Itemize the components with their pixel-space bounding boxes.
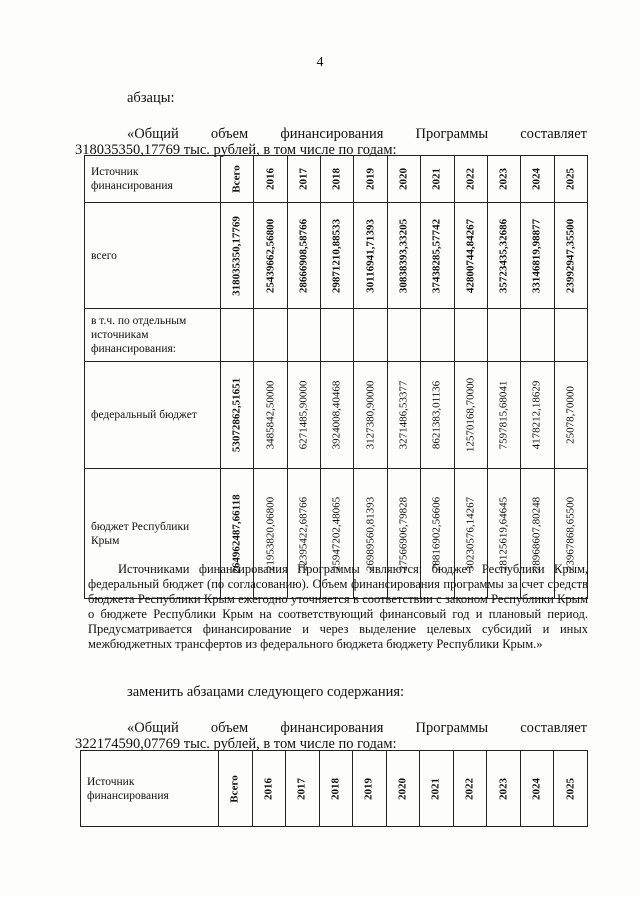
column-header [219,751,253,827]
old-total-line-2: 318035350,17769 тыс. рублей, в том числе по годам: [75,142,397,158]
value-text: 12570168,70000 [464,377,477,453]
value-cell [521,362,554,469]
value-text: 28666908,58766 [297,218,310,293]
value-cell [287,362,320,469]
value-cell [521,309,554,362]
row-label: федеральный бюджет [85,362,221,469]
table-row [85,362,588,469]
value-text: 28816902,56606 [430,496,443,571]
word: объем [210,126,249,142]
value-cell [221,309,254,362]
word: финансирования [280,720,384,736]
column-header-label: 2021 [429,777,442,800]
column-header [487,156,520,203]
word: составляет [520,126,587,142]
value-cell [254,203,287,309]
column-header-label: 2019 [362,777,375,800]
column-header [319,751,353,827]
column-header [252,751,286,827]
row-label: в т.ч. по отдельным источникам финансирования: [85,309,221,362]
value-text: 3924008,40468 [330,380,343,450]
column-header [386,751,420,827]
value-cell [421,309,454,362]
value-cell [387,203,420,309]
column-header-label: 2024 [530,777,543,800]
value-cell [354,309,387,362]
table-header-row [81,751,588,827]
value-text: 28125619,64645 [497,496,510,571]
row-label: всего [85,203,221,309]
sources-paragraph: Источниками финансирования Программы являются: бюджет Республики Крым, федеральный бюджет (по согласованию). Объем финансирования программы за счет средств бюджета Республики Крым ежегодно уточняется в соответствии с законом Республики Крым о бюджете Республики Крым на соответствующий финансовый год и плановый период. Предусматривается финансирование и через выделение целевых субсидий и иных межбюджетных трансфертов из федерального бюджета бюджету Республики Крым.» [88,562,588,651]
value-text: 25947202,48065 [330,496,343,571]
value-text: 7597815,68041 [497,380,510,450]
column-header-label: 2018 [329,777,342,800]
value-text: 23992947,35500 [564,218,577,293]
value-cell [454,362,487,469]
value-text: 3485842,50000 [264,380,277,450]
column-header [554,751,588,827]
value-text: 29871210,88533 [330,218,343,293]
value-cell [254,362,287,469]
new-financing-table [80,750,588,827]
column-header [353,751,387,827]
header-source-cell: Источник финансирования [85,156,221,203]
value-text: 35723435,32686 [497,218,510,293]
value-text: 30838393,33205 [397,218,410,293]
column-header [420,751,454,827]
column-header-label: 2016 [262,777,275,800]
value-cell [421,203,454,309]
page-number: 4 [316,55,324,70]
value-cell [554,309,587,362]
column-header-label: 2025 [564,168,577,190]
table-header-row [85,156,588,203]
column-header-label: 2020 [396,777,409,800]
word: составляет [520,720,587,736]
value-text: 3127380,90000 [364,380,377,450]
value-cell [487,309,520,362]
value-cell [354,362,387,469]
value-cell [521,203,554,309]
column-header-label: 2019 [364,168,377,190]
replace-instruction: заменить абзацами следующего содержания: [127,684,405,700]
value-cell [254,309,287,362]
value-cell [221,362,254,469]
value-cell [554,203,587,309]
column-header [221,156,254,203]
value-text: 22395422,68766 [297,496,310,571]
word: «Общий [127,720,179,736]
word: объем [210,720,249,736]
value-cell [287,203,320,309]
value-cell [421,362,454,469]
column-header-label: 2017 [297,168,310,190]
word: финансирования [280,126,384,142]
table-row [85,309,588,362]
new-total-line-1 [127,720,587,736]
value-text: 264962487,66118 [230,493,243,574]
value-text: 25078,70000 [564,386,577,444]
value-cell [354,203,387,309]
column-header-label: 2016 [264,168,277,190]
value-text: 28968607,80248 [530,496,543,571]
value-text: 27566906,79828 [397,496,410,571]
column-header [254,156,287,203]
column-header-label: 2023 [497,168,510,190]
intro-word: абзацы: [127,90,175,106]
value-text: 42800744,84267 [464,218,477,293]
column-header-label: 2022 [464,168,477,190]
value-text: 25439662,56800 [264,218,277,293]
column-header-label: 2023 [497,777,510,800]
value-cell [387,362,420,469]
column-header [287,156,320,203]
column-header-label: 2021 [430,168,443,190]
value-text: 53072862,51651 [230,377,243,453]
value-cell [487,203,520,309]
value-cell [321,309,354,362]
column-header [520,751,554,827]
column-header [487,751,521,827]
column-header-label: 2018 [330,168,343,190]
value-cell [554,362,587,469]
column-header [354,156,387,203]
value-text: 8621383,01136 [430,380,443,450]
value-cell [321,203,354,309]
old-total-line-1 [127,126,587,142]
column-header-label: Всего [230,165,243,193]
column-header [321,156,354,203]
value-text: 3271486,53377 [397,380,410,450]
value-cell [487,362,520,469]
value-cell [387,309,420,362]
column-header [521,156,554,203]
value-cell [454,309,487,362]
value-text: 30230576,14267 [464,496,477,571]
value-cell [454,203,487,309]
column-header [387,156,420,203]
column-header-label: 2017 [295,777,308,800]
word: Программы [415,126,489,142]
column-header [453,751,487,827]
column-header-label: 2024 [530,168,543,190]
column-header-label: 2022 [463,777,476,800]
column-header-label: Всего [228,774,241,803]
column-header [554,156,587,203]
old-financing-table [84,155,588,599]
value-text: 30116941,71393 [364,218,377,293]
value-cell [321,362,354,469]
table-row [85,203,588,309]
column-header-label: 2025 [564,777,577,800]
column-header [421,156,454,203]
value-text: 318035350,17769 [230,215,243,296]
value-text: 6271485,90000 [297,380,310,450]
value-cell [287,309,320,362]
value-text: 37438285,57742 [430,218,443,293]
word: «Общий [127,126,179,142]
column-header-label: 2020 [397,168,410,190]
value-text: 33146819,98877 [530,218,543,293]
value-text: 4178212,18629 [530,380,543,450]
value-text: 26989560,81393 [364,496,377,571]
column-header [454,156,487,203]
value-text: 21953820,06800 [264,496,277,571]
header-source-cell: Источник финансирования [81,751,219,827]
value-text: 23967868,65500 [564,496,577,571]
value-cell [221,203,254,309]
row-label: бюджет Республики Крым [85,469,221,599]
column-header [286,751,320,827]
word: Программы [415,720,489,736]
new-total-line-2: 322174590,07769 тыс. рублей, в том числе по годам: [75,736,397,752]
